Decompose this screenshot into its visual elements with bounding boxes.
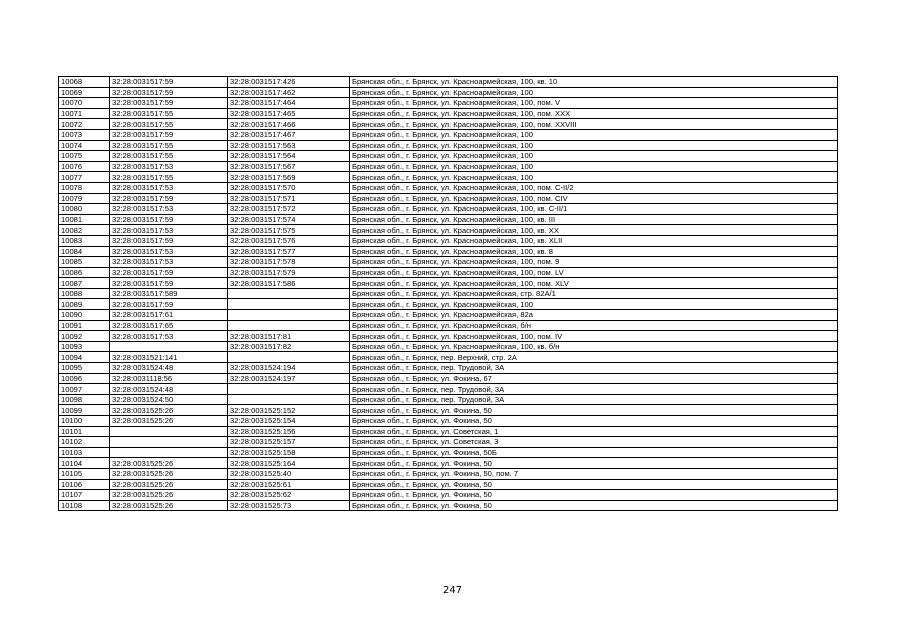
- table-row: [59, 87, 838, 98]
- cadastral-number-cell: 32:28:0031517:574: [228, 214, 350, 225]
- address-cell: Брянская обл., г. Брянск, ул. Красноармейская, 100: [350, 161, 838, 172]
- registry-table: [58, 76, 838, 511]
- row-number-cell: 10082: [59, 225, 110, 236]
- cadastral-number-cell: 32:28:0031517:571: [228, 193, 350, 204]
- cadastral-number-cell: [228, 310, 350, 321]
- address-cell: Брянская обл., г. Брянск, ул. Красноармейская, 100, кв. III: [350, 214, 838, 225]
- row-number-cell: 10069: [59, 87, 110, 98]
- address-cell: Брянская обл., г. Брянск, ул. Фокина, 50: [350, 458, 838, 469]
- address-cell: Брянская обл., г. Брянск, ул. Советская, 1: [350, 426, 838, 437]
- row-number-cell: 10095: [59, 363, 110, 374]
- row-number-cell: 10074: [59, 140, 110, 151]
- table-row: [59, 447, 838, 458]
- row-number-cell: 10077: [59, 172, 110, 183]
- row-number-cell: 10097: [59, 384, 110, 395]
- cadastral-number-cell: [228, 288, 350, 299]
- table-row: [59, 352, 838, 363]
- table-row: [59, 288, 838, 299]
- address-cell: Брянская обл., г. Брянск, ул. Красноармейская, 100, пом. XXX: [350, 108, 838, 119]
- cadastral-quarter-cell: 32:28:0031525:26: [110, 405, 228, 416]
- cadastral-quarter-cell: 32:28:0031525:26: [110, 468, 228, 479]
- row-number-cell: 10071: [59, 108, 110, 119]
- cadastral-quarter-cell: [110, 341, 228, 352]
- row-number-cell: 10068: [59, 77, 110, 88]
- cadastral-quarter-cell: 32:28:0031525:26: [110, 416, 228, 427]
- cadastral-quarter-cell: 32:28:0031525:26: [110, 490, 228, 501]
- table-row: [59, 225, 838, 236]
- cadastral-number-cell: 32:28:0031517:579: [228, 267, 350, 278]
- address-cell: Брянская обл., г. Брянск, ул. Красноармейская, 100: [350, 87, 838, 98]
- row-number-cell: 10096: [59, 373, 110, 384]
- row-number-cell: 10079: [59, 193, 110, 204]
- row-number-cell: 10084: [59, 246, 110, 257]
- cadastral-number-cell: 32:28:0031517:467: [228, 129, 350, 140]
- row-number-cell: 10100: [59, 416, 110, 427]
- cadastral-quarter-cell: 32:28:0031517:59: [110, 87, 228, 98]
- table-row: [59, 193, 838, 204]
- cadastral-quarter-cell: 32:28:0031517:59: [110, 129, 228, 140]
- row-number-cell: 10091: [59, 320, 110, 331]
- table-row: [59, 405, 838, 416]
- address-cell: Брянская обл., г. Брянск, ул. Советская, 3: [350, 437, 838, 448]
- address-cell: Брянская обл., г. Брянск, ул. Красноармейская, 100: [350, 129, 838, 140]
- table-row: [59, 98, 838, 109]
- cadastral-quarter-cell: 32:28:0031517:65: [110, 320, 228, 331]
- cadastral-quarter-cell: 32:28:0031517:55: [110, 108, 228, 119]
- table-row: [59, 310, 838, 321]
- table-row: [59, 77, 838, 88]
- cadastral-quarter-cell: 32:28:0031517:55: [110, 140, 228, 151]
- cadastral-number-cell: 32:28:0031525:154: [228, 416, 350, 427]
- table-row: [59, 394, 838, 405]
- page-number: 247: [442, 585, 463, 596]
- table-row: [59, 458, 838, 469]
- table-row: [59, 246, 838, 257]
- cadastral-number-cell: 32:28:0031525:157: [228, 437, 350, 448]
- table-row: [59, 500, 838, 511]
- row-number-cell: 10101: [59, 426, 110, 437]
- cadastral-quarter-cell: 32:28:0031517:53: [110, 182, 228, 193]
- cadastral-number-cell: 32:28:0031517:564: [228, 151, 350, 162]
- address-cell: Брянская обл., г. Брянск, ул. Красноармейская, 100, пом. C-II/2: [350, 182, 838, 193]
- cadastral-number-cell: 32:28:0031517:563: [228, 140, 350, 151]
- table-row: [59, 490, 838, 501]
- cadastral-number-cell: 32:28:0031517:462: [228, 87, 350, 98]
- row-number-cell: 10103: [59, 447, 110, 458]
- cadastral-quarter-cell: 32:28:0031524:48: [110, 363, 228, 374]
- row-number-cell: 10106: [59, 479, 110, 490]
- address-cell: Брянская обл., г. Брянск, ул. Красноармейская, 82а: [350, 310, 838, 321]
- table-row: [59, 108, 838, 119]
- cadastral-number-cell: [228, 299, 350, 310]
- row-number-cell: 10085: [59, 257, 110, 268]
- cadastral-quarter-cell: 32:28:0031525:26: [110, 500, 228, 511]
- address-cell: Брянская обл., г. Брянск, ул. Фокина, 50: [350, 490, 838, 501]
- table-row: [59, 278, 838, 289]
- row-number-cell: 10107: [59, 490, 110, 501]
- address-cell: Брянская обл., г. Брянск, ул. Красноармейская, 100: [350, 151, 838, 162]
- cadastral-number-cell: 32:28:0031517:464: [228, 98, 350, 109]
- cadastral-number-cell: 32:28:0031525:152: [228, 405, 350, 416]
- address-cell: Брянская обл., г. Брянск, ул. Красноармейская, 100, кв. 10: [350, 77, 838, 88]
- address-cell: Брянская обл., г. Брянск, ул. Красноармейская, 100: [350, 140, 838, 151]
- cadastral-number-cell: 32:28:0031517:576: [228, 235, 350, 246]
- cadastral-quarter-cell: 32:28:0031517:53: [110, 257, 228, 268]
- cadastral-number-cell: 32:28:0031517:466: [228, 119, 350, 130]
- address-cell: Брянская обл., г. Брянск, ул. Красноармейская, 100, кв. C-II/1: [350, 204, 838, 215]
- table-row: [59, 119, 838, 130]
- cadastral-number-cell: 32:28:0031517:567: [228, 161, 350, 172]
- cadastral-number-cell: 32:28:0031517:426: [228, 77, 350, 88]
- cadastral-number-cell: 32:28:0031517:82: [228, 341, 350, 352]
- cadastral-quarter-cell: 32:28:0031524:48: [110, 384, 228, 395]
- address-cell: Брянская обл., г. Брянск, ул. Красноармейская, 100, кв. XX: [350, 225, 838, 236]
- address-cell: Брянская обл., г. Брянск, пер. Верхний, стр. 2А: [350, 352, 838, 363]
- table-row: [59, 416, 838, 427]
- table-row: [59, 479, 838, 490]
- address-cell: Брянская обл., г. Брянск, ул. Фокина, 50: [350, 416, 838, 427]
- table-row: [59, 331, 838, 342]
- address-cell: Брянская обл., г. Брянск, ул. Красноармейская, стр. 82А/1: [350, 288, 838, 299]
- address-cell: Брянская обл., г. Брянск, ул. Фокина, 50Б: [350, 447, 838, 458]
- cadastral-number-cell: 32:28:0031525:61: [228, 479, 350, 490]
- cadastral-quarter-cell: 32:28:0031517:55: [110, 119, 228, 130]
- row-number-cell: 10070: [59, 98, 110, 109]
- cadastral-quarter-cell: 32:28:0031524:50: [110, 394, 228, 405]
- cadastral-number-cell: 32:28:0031525:164: [228, 458, 350, 469]
- table-row: [59, 204, 838, 215]
- cadastral-quarter-cell: 32:28:0031517:59: [110, 278, 228, 289]
- row-number-cell: 10075: [59, 151, 110, 162]
- cadastral-number-cell: 32:28:0031517:586: [228, 278, 350, 289]
- cadastral-quarter-cell: 32:28:0031517:53: [110, 331, 228, 342]
- cadastral-number-cell: 32:28:0031517:572: [228, 204, 350, 215]
- cadastral-number-cell: 32:28:0031525:73: [228, 500, 350, 511]
- row-number-cell: 10092: [59, 331, 110, 342]
- cadastral-quarter-cell: [110, 437, 228, 448]
- cadastral-quarter-cell: 32:28:0031517:53: [110, 161, 228, 172]
- table-row: [59, 426, 838, 437]
- table-row: [59, 129, 838, 140]
- row-number-cell: 10089: [59, 299, 110, 310]
- cadastral-quarter-cell: 32:28:0031517:59: [110, 235, 228, 246]
- address-cell: Брянская обл., г. Брянск, ул. Красноармейская, 100, кв. б/н: [350, 341, 838, 352]
- cadastral-quarter-cell: 32:28:0031517:59: [110, 299, 228, 310]
- address-cell: Брянская обл., г. Брянск, ул. Красноармейская, 100, пом. XLV: [350, 278, 838, 289]
- row-number-cell: 10105: [59, 468, 110, 479]
- cadastral-number-cell: [228, 394, 350, 405]
- cadastral-quarter-cell: 32:28:0031525:26: [110, 458, 228, 469]
- cadastral-number-cell: [228, 384, 350, 395]
- row-number-cell: 10072: [59, 119, 110, 130]
- table-row: [59, 384, 838, 395]
- address-cell: Брянская обл., г. Брянск, пер. Трудовой, 3А: [350, 384, 838, 395]
- row-number-cell: 10080: [59, 204, 110, 215]
- table-row: [59, 172, 838, 183]
- cadastral-number-cell: 32:28:0031517:570: [228, 182, 350, 193]
- address-cell: Брянская обл., г. Брянск, ул. Красноармейская, 100, пом. LV: [350, 267, 838, 278]
- row-number-cell: 10102: [59, 437, 110, 448]
- cadastral-quarter-cell: 32:28:0031517:59: [110, 193, 228, 204]
- table-row: [59, 341, 838, 352]
- address-cell: Брянская обл., г. Брянск, ул. Фокина, 50: [350, 479, 838, 490]
- table-row: [59, 214, 838, 225]
- table-row: [59, 257, 838, 268]
- row-number-cell: 10104: [59, 458, 110, 469]
- table-row: [59, 437, 838, 448]
- cadastral-quarter-cell: 32:28:0031525:26: [110, 479, 228, 490]
- address-cell: Брянская обл., г. Брянск, ул. Красноармейская, 100, пом. V: [350, 98, 838, 109]
- address-cell: Брянская обл., г. Брянск, ул. Красноармейская, 100, пом. CIV: [350, 193, 838, 204]
- row-number-cell: 10086: [59, 267, 110, 278]
- row-number-cell: 10108: [59, 500, 110, 511]
- cadastral-number-cell: 32:28:0031517:569: [228, 172, 350, 183]
- cadastral-quarter-cell: 32:28:0031517:589: [110, 288, 228, 299]
- cadastral-quarter-cell: 32:28:0031517:53: [110, 246, 228, 257]
- cadastral-quarter-cell: 32:28:0031118:56: [110, 373, 228, 384]
- table-row: [59, 267, 838, 278]
- table-row: [59, 468, 838, 479]
- cadastral-number-cell: 32:28:0031517:577: [228, 246, 350, 257]
- cadastral-number-cell: [228, 320, 350, 331]
- cadastral-quarter-cell: [110, 447, 228, 458]
- address-cell: Брянская обл., г. Брянск, ул. Красноармейская, 100, кв. XLII: [350, 235, 838, 246]
- address-cell: Брянская обл., г. Брянск, ул. Красноармейская, 100, пом. 9: [350, 257, 838, 268]
- cadastral-number-cell: 32:28:0031517:81: [228, 331, 350, 342]
- address-cell: Брянская обл., г. Брянск, ул. Красноармейская, б/н: [350, 320, 838, 331]
- row-number-cell: 10081: [59, 214, 110, 225]
- cadastral-quarter-cell: 32:28:0031517:53: [110, 225, 228, 236]
- cadastral-number-cell: 32:28:0031524:194: [228, 363, 350, 374]
- address-cell: Брянская обл., г. Брянск, ул. Красноармейская, 100, пом. IV: [350, 331, 838, 342]
- row-number-cell: 10094: [59, 352, 110, 363]
- address-cell: Брянская обл., г. Брянск, пер. Трудовой, 3А: [350, 363, 838, 374]
- cadastral-quarter-cell: 32:28:0031517:59: [110, 98, 228, 109]
- row-number-cell: 10098: [59, 394, 110, 405]
- cadastral-quarter-cell: [110, 426, 228, 437]
- row-number-cell: 10090: [59, 310, 110, 321]
- address-cell: Брянская обл., г. Брянск, ул. Фокина, 50: [350, 405, 838, 416]
- cadastral-quarter-cell: 32:28:0031517:53: [110, 204, 228, 215]
- table-row: [59, 320, 838, 331]
- table-row: [59, 140, 838, 151]
- cadastral-quarter-cell: 32:28:0031517:59: [110, 77, 228, 88]
- address-cell: Брянская обл., г. Брянск, ул. Красноармейская, 100, кв. 8: [350, 246, 838, 257]
- row-number-cell: 10099: [59, 405, 110, 416]
- table-row: [59, 299, 838, 310]
- cadastral-number-cell: 32:28:0031525:156: [228, 426, 350, 437]
- row-number-cell: 10076: [59, 161, 110, 172]
- cadastral-quarter-cell: 32:28:0031521:141: [110, 352, 228, 363]
- address-cell: Брянская обл., г. Брянск, ул. Фокина, 50, пом. 7: [350, 468, 838, 479]
- cadastral-quarter-cell: 32:28:0031517:55: [110, 151, 228, 162]
- registry-table-body: [59, 77, 838, 511]
- row-number-cell: 10088: [59, 288, 110, 299]
- cadastral-number-cell: 32:28:0031524:197: [228, 373, 350, 384]
- cadastral-number-cell: 32:28:0031517:578: [228, 257, 350, 268]
- table-row: [59, 373, 838, 384]
- address-cell: Брянская обл., г. Брянск, ул. Красноармейская, 100, пом. XXVIII: [350, 119, 838, 130]
- cadastral-number-cell: 32:28:0031517:465: [228, 108, 350, 119]
- row-number-cell: 10073: [59, 129, 110, 140]
- table-row: [59, 182, 838, 193]
- cadastral-quarter-cell: 32:28:0031517:55: [110, 172, 228, 183]
- row-number-cell: 10078: [59, 182, 110, 193]
- cadastral-number-cell: 32:28:0031517:575: [228, 225, 350, 236]
- row-number-cell: 10083: [59, 235, 110, 246]
- address-cell: Брянская обл., г. Брянск, ул. Красноармейская, 100: [350, 172, 838, 183]
- cadastral-quarter-cell: 32:28:0031517:59: [110, 267, 228, 278]
- table-row: [59, 363, 838, 374]
- address-cell: Брянская обл., г. Брянск, ул. Красноармейская, 100: [350, 299, 838, 310]
- cadastral-number-cell: 32:28:0031525:62: [228, 490, 350, 501]
- table-row: [59, 235, 838, 246]
- row-number-cell: 10093: [59, 341, 110, 352]
- row-number-cell: 10087: [59, 278, 110, 289]
- address-cell: Брянская обл., г. Брянск, ул. Фокина, 67: [350, 373, 838, 384]
- cadastral-quarter-cell: 32:28:0031517:59: [110, 214, 228, 225]
- table-row: [59, 161, 838, 172]
- address-cell: Брянская обл., г. Брянск, пер. Трудовой, 3А: [350, 394, 838, 405]
- address-cell: Брянская обл., г. Брянск, ул. Фокина, 50: [350, 500, 838, 511]
- table-row: [59, 151, 838, 162]
- cadastral-number-cell: [228, 352, 350, 363]
- cadastral-number-cell: 32:28:0031525:158: [228, 447, 350, 458]
- cadastral-number-cell: 32:28:0031525:40: [228, 468, 350, 479]
- cadastral-quarter-cell: 32:28:0031517:61: [110, 310, 228, 321]
